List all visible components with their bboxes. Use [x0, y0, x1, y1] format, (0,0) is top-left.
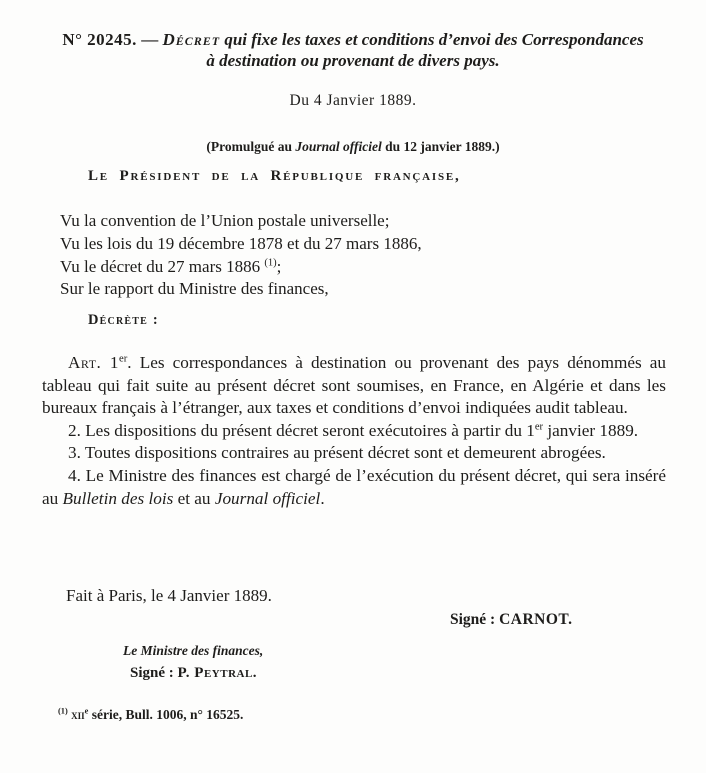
footnote: $^{(1)}$ xii$^e$ série, Bull. 1006, n° 16525. — [58, 706, 244, 722]
title-dash: — — [141, 30, 159, 49]
decree-title-line2: à destination ou provenant de divers pays. — [206, 51, 500, 70]
recital-decret: Vu le décret du 27 mars 1886 $^{(1)}$; — [60, 256, 282, 276]
article-3: 3. Toutes dispositions contraires au présent décret sont et demeurent abrogées. — [68, 443, 606, 463]
promulgation-note — [0, 139, 706, 155]
journal-officiel-ref: Journal officiel — [295, 139, 382, 154]
promulgation-pre: (Promulgué au — [206, 139, 292, 154]
recital-lois: Vu les lois du 19 décembre 1878 et du 27 mars 1886, — [60, 233, 422, 253]
recital-convention: Vu la convention de l’Union postale universelle; — [60, 211, 390, 230]
articles-body — [42, 352, 666, 510]
article-4: 4. Le Ministre des finances est chargé de l’exécution du présent décret, qui sera inséré au Bulletin des lois et au Journal officiel. — [42, 465, 666, 508]
president-name: CARNOT. — [499, 611, 573, 628]
decree-keyword: Décret — [162, 30, 221, 49]
article-1: Art. 1er. Les correspondances à destination ou provenant des pays dénommés au tableau qui fait suite au présent décret sont soumises, en France, en Algérie et dans les bureaux français à l’étranger, aux taxes et conditions d’envoi indiquées audit tableau. — [42, 353, 666, 418]
decree-date: Du 4 Janvier 1889. — [289, 92, 417, 109]
decree-number: N° 20245. — [62, 30, 137, 49]
footnote-marker: (1) — [58, 706, 68, 716]
article-2: 2. Les dispositions du présent décret seront exécutoires à partir du 1er janvier 1889. — [68, 420, 639, 440]
minister-name: P. Peytral. — [177, 665, 258, 681]
closing-place-date: Fait à Paris, le 4 Janvier 1889. — [66, 586, 272, 605]
article-1-label: Art. 1 — [68, 353, 120, 372]
president-signature — [450, 611, 573, 629]
footnote-text: série, Bull. 1006, n° 16525. — [91, 707, 244, 722]
decrete-heading: Décrète : — [88, 312, 159, 328]
salutation: Le Président de la République française, — [88, 168, 461, 184]
minister-signe-label: Signé : — [130, 665, 178, 681]
footnote-marker-inline: (1) — [264, 256, 277, 268]
recitals — [60, 210, 422, 301]
footnote-series: xii — [71, 707, 85, 722]
recital-rapport: Sur le rapport du Ministre des finances, — [60, 279, 329, 299]
decree-title — [0, 29, 706, 71]
decree-title-text: qui fixe les taxes et conditions d’envoi des Correspondances — [224, 30, 644, 49]
bulletin-des-lois-ref: Bulletin des lois — [62, 488, 174, 508]
minister-signature — [130, 665, 257, 682]
journal-officiel-ref-2: Journal officiel — [214, 488, 321, 508]
signe-label: Signé : — [450, 611, 500, 628]
article-1-text: . Les correspondances à destination ou provenant des pays dénommés au tableau qui fait suite au présent décret sont soumises, en France, en Algérie et dans les bureaux français à l’étranger, aux taxes et conditions d’envoi indiquées audit tableau. — [42, 353, 666, 418]
minister-title: Le Ministre des finances, — [123, 643, 264, 658]
promulgation-post: du 12 janvier 1889.) — [385, 139, 500, 154]
